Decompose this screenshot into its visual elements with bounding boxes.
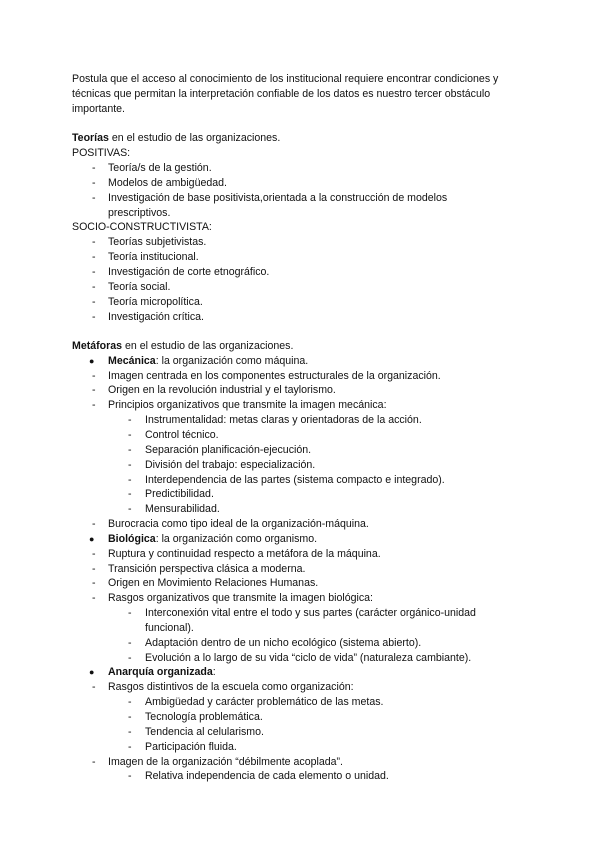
dash-marker: -: [92, 384, 96, 396]
dash-marker: -: [128, 503, 132, 515]
bullet-marker: ●: [89, 356, 95, 366]
sub-list-item: Predictibilidad.: [145, 488, 214, 500]
anarquia-item: [108, 665, 216, 680]
list-item: Teoría micropolítica.: [108, 296, 203, 308]
positivas-label: POSITIVAS:: [72, 147, 131, 159]
mecanica-rest: : la organización como máquina.: [155, 355, 309, 367]
list-item: Origen en la revolución industrial y el taylorismo.: [108, 384, 336, 396]
sub-list-item: Adaptación dentro de un nicho ecológico (sistema abierto).: [145, 637, 422, 649]
dash-marker: -: [92, 370, 96, 382]
dash-marker: -: [92, 592, 96, 604]
list-item: Teoría/s de la gestión.: [108, 162, 212, 174]
list-item: Teoría institucional.: [108, 251, 199, 263]
dash-marker: -: [92, 399, 96, 411]
list-item: Origen en Movimiento Relaciones Humanas.: [108, 577, 319, 589]
sub-list-item: Evolución a lo largo de su vida “ciclo de vida” (naturaleza cambiante).: [145, 652, 472, 664]
dash-marker: -: [128, 414, 132, 426]
list-item: Ruptura y continuidad respecto a metáfora de la máquina.: [108, 548, 381, 560]
dash-marker: -: [92, 756, 96, 768]
bullet-marker: ●: [89, 534, 95, 544]
anarquia-rest: :: [212, 666, 216, 678]
dash-marker: -: [128, 429, 132, 441]
dash-marker: -: [92, 281, 96, 293]
list-item: Burocracia como tipo ideal de la organización-máquina.: [108, 518, 369, 530]
sub-list-item: División del trabajo: especialización.: [145, 459, 316, 471]
list-item: Teoría social.: [108, 281, 171, 293]
list-item: Principios organizativos que transmite la imagen mecánica:: [108, 399, 387, 411]
dash-marker: -: [92, 162, 96, 174]
teorias-heading-bold: Teorías: [72, 132, 109, 144]
dash-marker: -: [128, 726, 132, 738]
sub-list-item: Interdependencia de las partes (sistema compacto e integrado).: [145, 474, 445, 486]
dash-marker: -: [92, 681, 96, 693]
metaforas-heading-bold: Metáforas: [72, 340, 123, 352]
list-item: Rasgos distintivos de la escuela como organización:: [108, 681, 354, 693]
dash-marker: -: [128, 474, 132, 486]
dash-marker: -: [128, 741, 132, 753]
mecanica-bold: Mecánica: [108, 355, 156, 367]
biologica-rest: : la organización como organismo.: [155, 533, 318, 545]
mecanica-item: [108, 354, 308, 369]
dash-marker: -: [128, 459, 132, 471]
metaforas-heading-rest: en el estudio de las organizaciones.: [122, 340, 294, 352]
intro-line-1: Postula que el acceso al conocimiento de los institucional requiere encontrar condiciones y: [72, 73, 499, 85]
list-item: Rasgos organizativos que transmite la imagen biológica:: [108, 592, 373, 604]
list-item: Investigación de base positivista,orientada a la construcción de modelos: [108, 192, 448, 204]
dash-marker: -: [92, 177, 96, 189]
list-item: Modelos de ambigüedad.: [108, 177, 227, 189]
intro-line-3: importante.: [72, 103, 125, 115]
sub-list-item: Instrumentalidad: metas claras y orientadoras de la acción.: [145, 414, 422, 426]
sub-list-item: Participación fluida.: [145, 741, 237, 753]
dash-marker: -: [128, 607, 132, 619]
teorias-heading-rest: en el estudio de las organizaciones.: [108, 132, 281, 144]
sub-list-item-continuation: funcional).: [145, 622, 194, 634]
anarquia-bold: Anarquía organizada: [108, 666, 213, 678]
dash-marker: -: [92, 563, 96, 575]
dash-marker: -: [128, 637, 132, 649]
dash-marker: -: [92, 266, 96, 278]
biologica-bold: Biológica: [108, 533, 156, 545]
biologica-item: [108, 532, 317, 547]
sub-list-item: Mensurabilidad.: [145, 503, 220, 515]
sub-list-item: Tendencia al celularismo.: [145, 726, 264, 738]
dash-marker: -: [128, 444, 132, 456]
sub-list-item: Tecnología problemática.: [145, 711, 263, 723]
intro-line-2: técnicas que permitan la interpretación confiable de los datos es nuestro tercer obstáculo: [72, 88, 491, 100]
list-item: Imagen centrada en los componentes estructurales de la organización.: [108, 370, 441, 382]
dash-marker: -: [128, 652, 132, 664]
dash-marker: -: [128, 488, 132, 500]
sub-list-item: Ambigüedad y carácter problemático de las metas.: [145, 696, 384, 708]
list-item: Imagen de la organización “débilmente acoplada”.: [108, 756, 343, 768]
metaforas-heading: [72, 339, 293, 354]
sub-list-item: Separación planificación-ejecución.: [145, 444, 312, 456]
dash-marker: -: [92, 192, 96, 204]
sub-list-item: Relativa independencia de cada elemento o unidad.: [145, 770, 389, 782]
dash-marker: -: [128, 711, 132, 723]
dash-marker: -: [128, 696, 132, 708]
dash-marker: -: [92, 577, 96, 589]
dash-marker: -: [92, 296, 96, 308]
dash-marker: -: [92, 311, 96, 323]
sub-list-item: Control técnico.: [145, 429, 219, 441]
list-item-continuation: prescriptivos.: [108, 207, 171, 219]
dash-marker: -: [128, 770, 132, 782]
socio-label: SOCIO-CONSTRUCTIVISTA:: [72, 221, 212, 233]
list-item: Teorías subjetivistas.: [108, 236, 207, 248]
sub-list-item: Interconexión vital entre el todo y sus partes (carácter orgánico-unidad: [145, 607, 476, 619]
dash-marker: -: [92, 236, 96, 248]
list-item: Transición perspectiva clásica a moderna.: [108, 563, 306, 575]
teorias-heading: [72, 131, 280, 146]
dash-marker: -: [92, 548, 96, 560]
list-item: Investigación crítica.: [108, 311, 204, 323]
bullet-marker: ●: [89, 667, 95, 677]
list-item: Investigación de corte etnográfico.: [108, 266, 270, 278]
dash-marker: -: [92, 518, 96, 530]
dash-marker: -: [92, 251, 96, 263]
